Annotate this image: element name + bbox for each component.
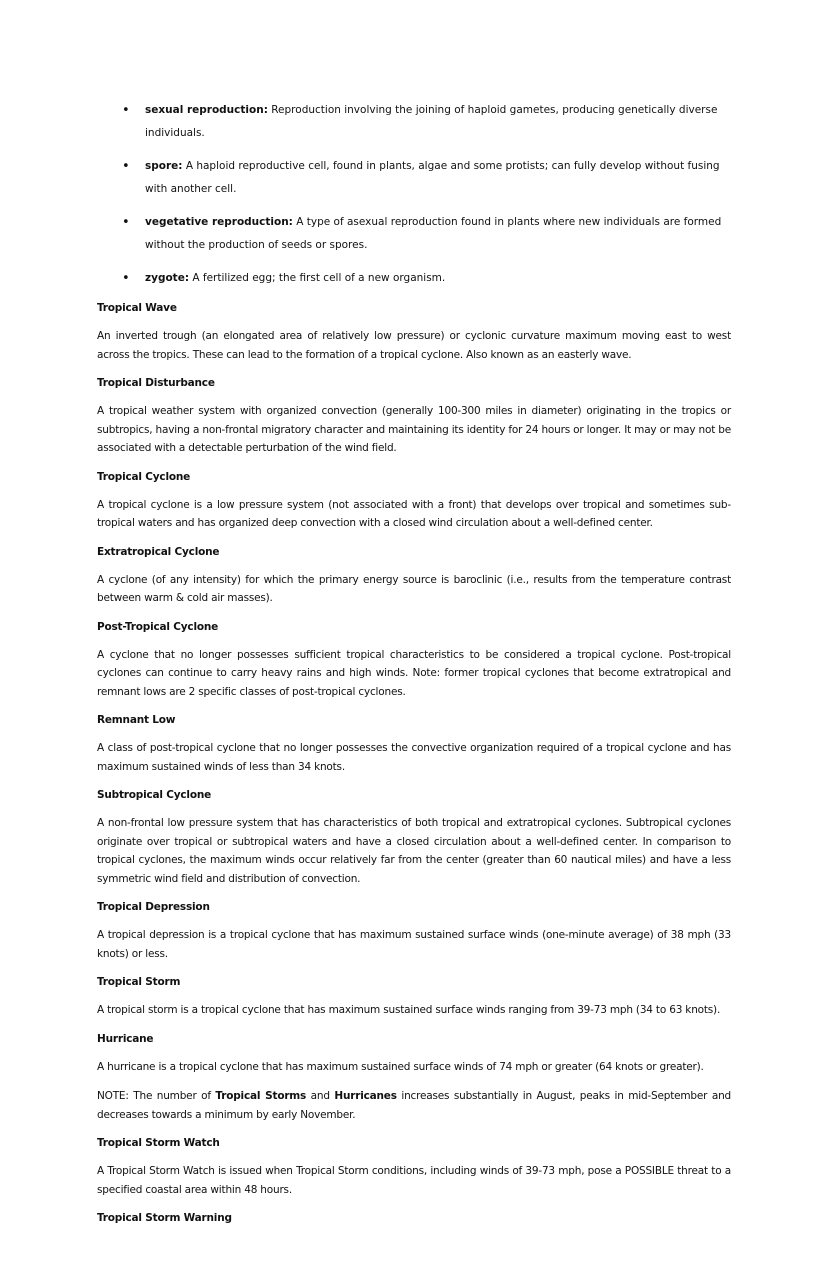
section-heading: Tropical Storm [97,976,181,988]
bullet-term: sexual reproduction: [145,104,268,116]
glossary-bullet-list [97,99,731,290]
section-body: A cyclone that no longer possesses sufficient tropical characteristics to be considered a tropical cyclone. Post-tropical cyclones can continue to carry heavy rains and high winds. Note: former tropical cyclones that become extratropical and remnant lows are 2 specific classes of post-tropical cyclones. [97,648,731,698]
section-body: A tropical storm is a tropical cyclone that has maximum sustained surface winds ranging from 39-73 mph (34 to 63 knots). [97,1004,721,1016]
section-body: A tropical weather system with organized convection (generally 100-300 miles in diameter) originating in the tropics or subtropics, having a non-frontal migratory character and maintaining its identity for 24 hours or longer. It may or may not be associated with a detectable perturbation of the wind field. [97,405,731,454]
section-heading: Tropical Wave [97,302,177,314]
note-prefix: NOTE: The number of [97,1090,216,1102]
bullet-term: spore: [145,160,183,172]
note-bold-term: Tropical Storms [215,1090,307,1102]
note-suffix: increases substantially in August, peaks in mid-September and decreases towards a minimum by early November. [97,1090,731,1121]
note-bold-term: Hurricanes [334,1090,397,1102]
list-item [145,211,731,257]
section-body: A hurricane is a tropical cyclone that has maximum sustained surface winds of 74 mph or greater (64 knots or greater). [97,1060,704,1073]
section-heading: Extratropical Cyclone [97,545,220,558]
section-body: A tropical depression is a tropical cyclone that has maximum sustained surface winds (one-minute average) of 38 mph (33 knots) or less. [97,929,731,960]
section-body: A cyclone (of any intensity) for which the primary energy source is baroclinic (i.e., results from the temperature contrast between warm & cold air masses). [97,573,731,604]
seasonal-note [97,1087,731,1124]
section-body: A non-frontal low pressure system that has characteristics of both tropical and extratropical cyclones. Subtropical cyclones originate over tropical or subtropical waters and have a closed circulation about a well-defined center. In comparison to tropical cyclones, the maximum winds occur relatively far from the center (greater than 60 nautical miles) and have a less symmetric wind field and distribution of convection. [97,817,731,885]
bullet-definition: Reproduction involving the joining of haploid gametes, producing genetically diverse individuals. [145,104,718,139]
section-body: An inverted trough (an elongated area of relatively low pressure) or cyclonic curvature maximum moving east to west across the tropics. These can lead to the formation of a tropical cyclone. Also known as an easterly wave. [97,330,731,361]
section-heading: Hurricane [97,1032,154,1045]
section-body: A tropical cyclone is a low pressure system (not associated with a front) that develops over tropical and sometimes sub-tropical waters and has organized deep convection with a closed wind circulation about a well-defined center. [97,498,731,529]
bullet-term: vegetative reproduction: [145,216,293,228]
note-connector: and [306,1090,335,1102]
section-heading: Tropical Disturbance [97,377,215,389]
section-body: A class of post-tropical cyclone that no longer possesses the convective organization required of a tropical cyclone and has maximum sustained winds of less than 34 knots. [97,742,731,773]
bullet-definition: A type of asexual reproduction found in plants where new individuals are formed without the production of seeds or spores. [145,216,722,251]
bullet-definition: A fertilized egg; the first cell of a new organism. [189,272,446,284]
list-item [145,99,731,145]
list-item [145,267,731,290]
list-item [145,155,731,201]
section-body: A Tropical Storm Watch is issued when Tropical Storm conditions, including winds of 39-73 mph, pose a POSSIBLE threat to a specified coastal area within 48 hours. [97,1165,731,1196]
section-heading: Tropical Cyclone [97,470,191,483]
document-page [97,99,731,1237]
bullet-term: zygote: [145,272,190,284]
bullet-definition: A haploid reproductive cell, found in plants, algae and some protists; can fully develop without fusing with another cell. [145,160,720,195]
section-heading: Tropical Storm Watch [97,1137,220,1149]
section-heading: Post-Tropical Cyclone [97,620,219,633]
section-heading: Tropical Depression [97,901,210,913]
section-heading: Remnant Low [97,714,176,726]
section-heading: Tropical Storm Warning [97,1212,232,1224]
section-heading: Subtropical Cyclone [97,789,212,801]
